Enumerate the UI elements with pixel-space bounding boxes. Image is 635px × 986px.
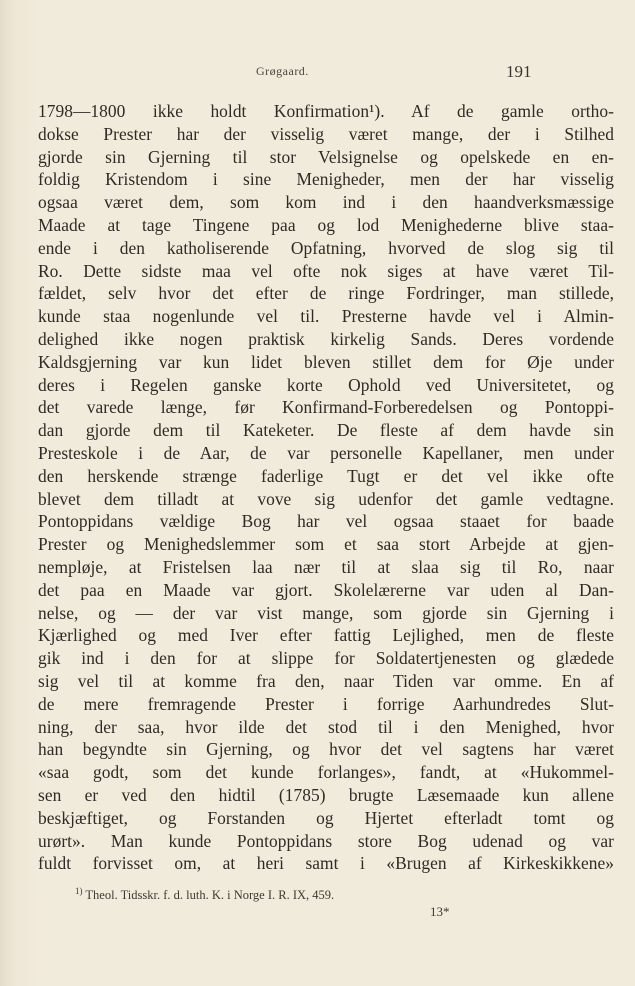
text-line: sig vel til at komme fra den, naar Tiden var omme. En af bbox=[38, 670, 614, 691]
text-line: nelse, og — der var vist mange, som gjorde sin Gjerning i bbox=[38, 602, 614, 623]
text-line: det varede længe, før Konfirmand-Forberedelsen og Pontoppi- bbox=[38, 397, 614, 418]
page-header bbox=[0, 62, 635, 86]
text-line: de mere fremragende Prester i forrige Aarhundredes Slut- bbox=[38, 693, 614, 714]
signature-mark: 13* bbox=[430, 904, 450, 919]
text-line: «saa godt, som det kunde forlanges», fandt, at «Hukommel- bbox=[38, 762, 614, 783]
text-line: 1798—1800 ikke holdt Konfirmation¹). Af de gamle ortho- bbox=[38, 101, 614, 121]
text-line: Pontoppidans vældige Bog har vel ogsaa staaet for baade bbox=[38, 511, 614, 532]
text-line: han begyndte sin Gjerning, og hvor det vel sagtens har været bbox=[38, 739, 614, 760]
page-number: 191 bbox=[506, 62, 532, 81]
text-line: gjorde sin Gjerning til stor Velsignelse og opelskede en en- bbox=[38, 146, 614, 167]
text-line: det paa en Maade var gjort. Skolelærerne var uden al Dan- bbox=[38, 579, 614, 600]
text-line: nempløje, at Fristelsen laa nær til at slaa sig til Ro, naar bbox=[38, 556, 614, 577]
text-line: ning, der saa, hvor ilde det stod til i den Menighed, hvor bbox=[38, 716, 614, 737]
body-text bbox=[38, 100, 614, 875]
text-line: foldig Kristendom i sine Menigheder, men der har visselig bbox=[38, 169, 614, 190]
text-line: Kjærlighed og med Iver efter fattig Lejlighed, men de fleste bbox=[38, 625, 614, 646]
text-line: beskjæftiget, og Forstanden og Hjertet efterladt tomt og bbox=[38, 807, 614, 828]
text-line: dan gjorde dem til Kateketer. De fleste af dem havde sin bbox=[38, 420, 614, 441]
text-line: den herskende strænge faderlige Tugt er det vel ikke ofte bbox=[38, 465, 614, 486]
footnote bbox=[75, 886, 334, 903]
text-line: Ro. Dette sidste maa vel ofte nok siges at have været Til- bbox=[38, 260, 614, 281]
text-line: fældet, selv hvor det efter de ringe Fordringer, man stillede, bbox=[38, 283, 614, 304]
text-line: urørt». Man kunde Pontoppidans store Bog udenad og var bbox=[38, 830, 614, 851]
text-line: Kaldsgjerning var kun lidet bleven stillet dem for Øje under bbox=[38, 351, 614, 372]
footnote-marker: 1) bbox=[75, 886, 83, 896]
text-line: deres i Regelen ganske korte Ophold ved Universitetet, og bbox=[38, 374, 614, 395]
text-line: Maade at tage Tingene paa og lod Menighederne blive staa- bbox=[38, 214, 614, 235]
text-line: blevet dem tilladt at vove sig udenfor det gamle vedtagne. bbox=[38, 488, 614, 509]
text-line: ende i den katholiserende Opfatning, hvorved de slog sig til bbox=[38, 237, 614, 258]
text-line: delighed ikke nogen praktisk kirkelig Sands. Deres vordende bbox=[38, 328, 614, 349]
text-line: sen er ved den hidtil (1785) brugte Læsemaade kun allene bbox=[38, 784, 614, 805]
text-line: fuldt forvisset om, at heri samt i «Brugen af Kirkeskikkene» bbox=[38, 853, 614, 874]
text-line: Prester og Menighedslemmer som et saa stort Arbejde at gjen- bbox=[38, 534, 614, 555]
footnote-text: Theol. Tidsskr. f. d. luth. K. i Norge I. R. IX, 459. bbox=[85, 888, 335, 903]
text-line: kunde staa nogenlunde vel til. Presterne havde vel i Almin- bbox=[38, 306, 614, 327]
text-line: dokse Prester har der visselig været mange, der i Stilhed bbox=[38, 123, 614, 144]
text-line: gik ind i den for at slippe for Soldatertjenesten og glædede bbox=[38, 648, 614, 669]
text-line: ogsaa været dem, som kom ind i den haandverksmæssige bbox=[38, 192, 614, 213]
running-head: Grøgaard. bbox=[256, 64, 309, 78]
text-line: Presteskole i de Aar, de var personelle Kapellaner, men under bbox=[38, 442, 614, 463]
